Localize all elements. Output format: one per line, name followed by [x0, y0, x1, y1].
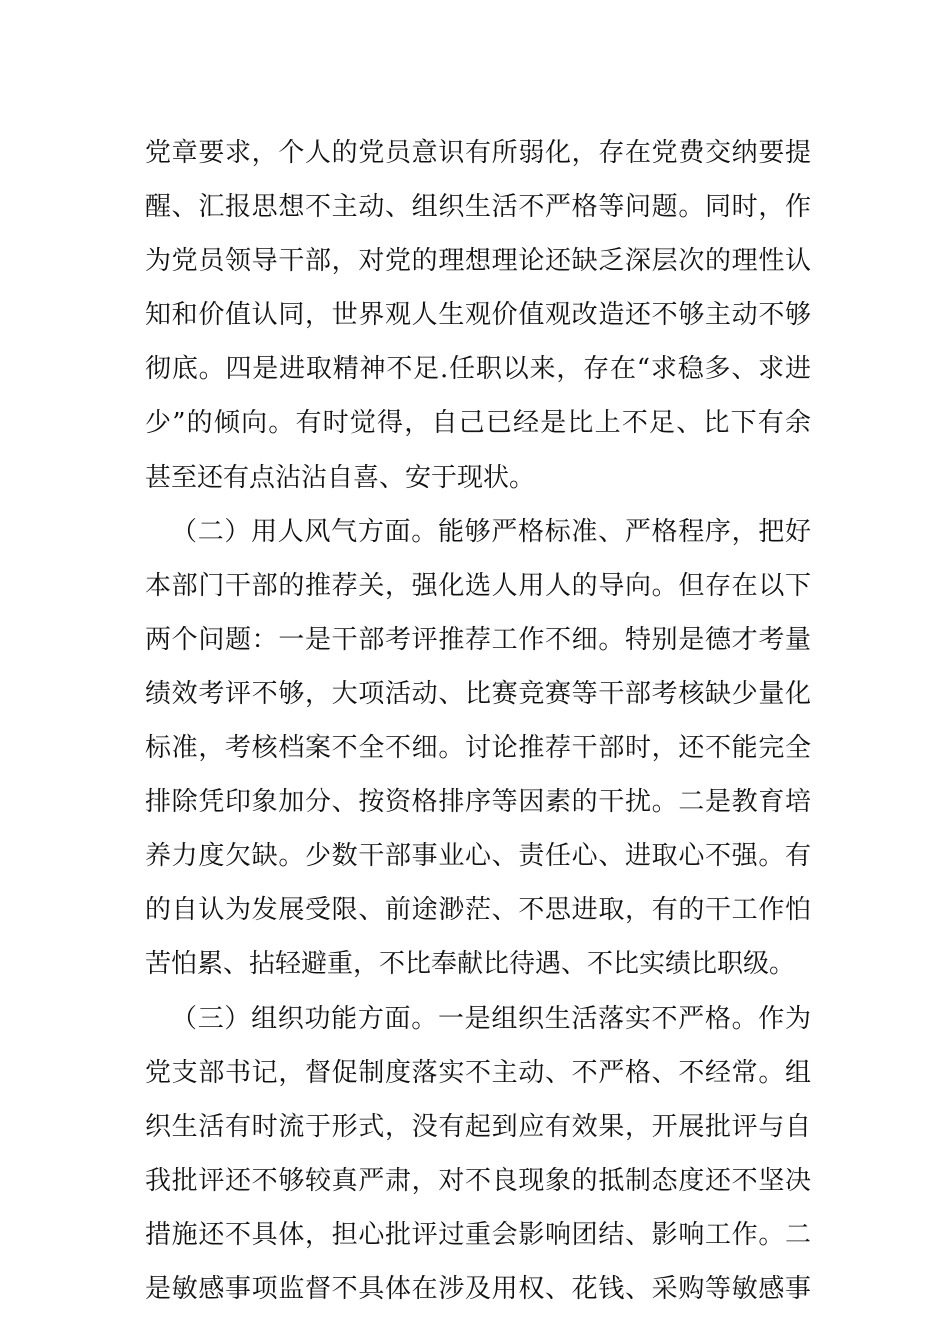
text-line: 醒、汇报思想不主动、组织生活不严格等问题。同时，作	[145, 192, 811, 223]
text-line: 我批评还不够较真严肃，对不良现象的抵制态度还不坚决	[145, 1165, 811, 1196]
text-line: 党支部书记，督促制度落实不主动、不严格、不经常。组	[145, 1057, 811, 1088]
text-line: 彻底。四是进取精神不足.任职以来，存在“求稳多、求进	[145, 354, 811, 385]
text-line: 少”的倾向。有时觉得，自己已经是比上不足、比下有余	[145, 408, 811, 439]
text-line: 为党员领导干部，对党的理想理论还缺乏深层次的理性认	[145, 246, 811, 277]
text-line: 两个问题：一是干部考评推荐工作不细。特别是德才考量	[145, 624, 811, 655]
text-line: 苦怕累、拈轻避重，不比奉献比待遇、不比实绩比职级。	[145, 949, 796, 980]
text-line: 标准，考核档案不全不细。讨论推荐干部时，还不能完全	[145, 733, 811, 764]
text-line: 党章要求，个人的党员意识有所弱化，存在党费交纳要提	[145, 138, 811, 168]
text-line: 养力度欠缺。少数干部事业心、责任心、进取心不强。有	[145, 841, 811, 872]
section-heading-line: （三）组织功能方面。一是组织生活落实不严格。作为	[171, 1003, 811, 1034]
text-line: 本部门干部的推荐关，强化选人用人的导向。但存在以下	[145, 570, 811, 601]
text-line: 织生活有时流于形式，没有起到应有效果，开展批评与自	[145, 1111, 811, 1142]
text-line: 绩效考评不够，大项活动、比赛竞赛等干部考核缺少量化	[145, 678, 811, 709]
document-body	[145, 126, 811, 1316]
text-line: 的自认为发展受限、前途渺茫、不思进取，有的干工作怕	[145, 895, 811, 926]
text-line: 知和价值认同，世界观人生观价值观改造还不够主动不够	[145, 300, 811, 331]
text-line: 措施还不具体，担心批评过重会影响团结、影响工作。二	[145, 1219, 811, 1250]
text-line: 甚至还有点沾沾自喜、安于现状。	[145, 462, 536, 493]
section-heading-line: （二）用人风气方面。能够严格标准、严格程序，把好	[171, 516, 811, 547]
text-line: 是敏感事项监督不具体在涉及用权、花钱、采购等敏感事	[145, 1273, 811, 1304]
text-line: 排除凭印象加分、按资格排序等因素的干扰。二是教育培	[145, 787, 811, 818]
